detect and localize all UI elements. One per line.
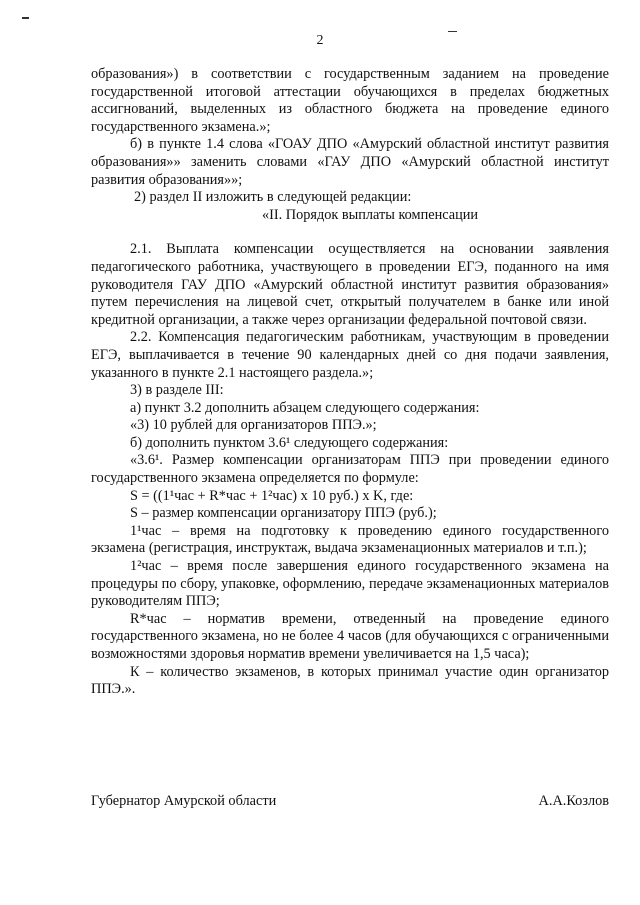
- document-body: [91, 66, 609, 699]
- paragraph-item-2: 2) раздел II изложить в следующей редакции:: [134, 189, 412, 206]
- paragraph-quote-3: «3) 10 рублей для организаторов ППЭ.»;: [130, 417, 377, 434]
- definition-1-hour: 1¹час – время на подготовку к проведению единого государственного экзамена (регистрация, инструктаж, выдача экзаменационных материалов и т.п.);: [91, 522, 609, 557]
- paragraph-2-1: 2.1. Выплата компенсации осуществляется на основании заявления педагогического работника, участвующего в проведении ЕГЭ, поданного на имя руководителя ГАУ ДПО «Амурский областной институт развития образования» путем перечисления на лицевой счет, открытый получателем в банке или иной кредитной организации, а также через организации федеральной почтовой связи.: [91, 241, 609, 328]
- paragraph-item-b: б) в пункте 1.4 слова «ГОАУ ДПО «Амурский областной институт развития образования»» заменить словами «ГАУ ДПО «Амурский областной институт развития образования»»;: [91, 136, 609, 188]
- paragraph-item-b2: б) дополнить пунктом 3.6¹ следующего содержания:: [130, 434, 449, 451]
- definition-s: S – размер компенсации организатору ППЭ (руб.);: [130, 505, 437, 522]
- scan-mark: [22, 17, 29, 19]
- scan-mark: [448, 31, 457, 32]
- paragraph-3-6: «3.6¹. Размер компенсации организаторам ППЭ при проведении единого государственного экзамена определяется по формуле:: [91, 452, 609, 487]
- paragraph-2-2: 2.2. Компенсация педагогическим работникам, участвующим в проведении ЕГЭ, выплачивается в течение 90 календарных дней со дня подачи заявления, указанного в пункте 2.1 настоящего раздела.»;: [91, 329, 609, 381]
- signature-block: [91, 793, 609, 810]
- definition-r-hour: R*час – норматив времени, отведенный на проведение единого государственного экзамена, но не более 4 часов (для обучающихся с ограниченными возможностями здоровья норматив времени увеличивается на 1,5 часа);: [91, 610, 609, 662]
- formula: S = ((1¹час + R*час + 1²час) x 10 руб.) x K, где:: [130, 487, 414, 504]
- section-heading: «II. Порядок выплаты компенсации: [261, 206, 479, 223]
- signatory-position: Губернатор Амурской области: [91, 793, 277, 809]
- paragraph-item-3: 3) в разделе III:: [130, 382, 224, 399]
- spacer: [91, 224, 609, 241]
- page-number: 2: [316, 33, 324, 48]
- definition-2-hour: 1²час – время после завершения единого государственного экзамена на процедуры по сбору, упаковке, оформлению, передаче экзаменационных материалов руководителям ППЭ;: [91, 558, 609, 610]
- signatory-name: А.А.Козлов: [538, 793, 609, 809]
- definition-k: К – количество экзаменов, в которых принимал участие один организатор ППЭ.».: [91, 663, 609, 698]
- paragraph-continuation: образования») в соответствии с государственным заданием на проведение государственной итоговой аттестации обучающихся в пределах бюджетных ассигнований, выделенных из областного бюджета на проведение единого государственного экзамена.»;: [91, 66, 609, 135]
- paragraph-item-a: а) пункт 3.2 дополнить абзацем следующего содержания:: [130, 399, 480, 416]
